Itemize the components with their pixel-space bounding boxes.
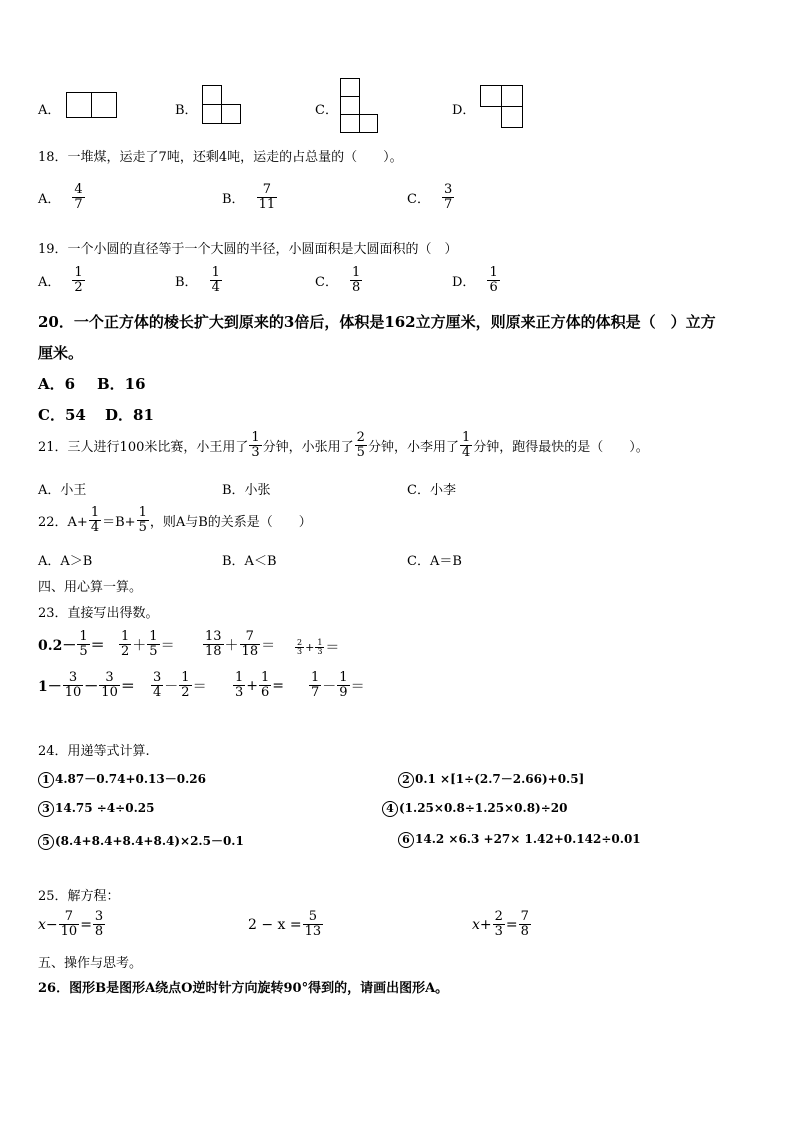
q23-title: 23．直接写出得数。 xyxy=(38,606,159,621)
q17-option-c-label: C． xyxy=(315,103,338,118)
section-4-heading: 四、用心算一算。 xyxy=(38,580,143,595)
q22-text: 22．A+ $\frac{1}{4}$ ＝B+ $\frac{1}{5}$ ，则A与B的关系是（ ） xyxy=(38,505,312,535)
q19-option-d: D． $\frac{1}{6}$ xyxy=(452,265,498,295)
q18-option-c: C． $\frac{3}{7}$ xyxy=(407,182,453,212)
q24-item-1: 1 4.87－0.74+0.13－0.26 xyxy=(38,770,206,788)
q20-option-d: D．81 xyxy=(105,406,154,424)
q19-option-a: A． $\frac{1}{2}$ xyxy=(38,265,83,295)
q25-equation-3: x+ $\frac{2}{3}$ = $\frac{7}{8}$ xyxy=(472,909,529,939)
q18-option-b: B． $\frac{7}{11}$ xyxy=(222,182,276,212)
q22-option-b: B．A＜B xyxy=(222,554,277,569)
q21-option-a: A．小王 xyxy=(38,483,87,498)
q20-text-line2: 厘米。 xyxy=(38,344,84,362)
q19-text: 19．一个小圆的直径等于一个大圆的半径，小圆面积是大圆面积的（ ） xyxy=(38,242,458,257)
q22-option-a: A．A＞B xyxy=(38,554,93,569)
q18-text: 18．一堆煤，运走了7吨，还剩4吨，运走的占总量的（ ）。 xyxy=(38,150,403,165)
q20-option-c: C．54 xyxy=(38,406,86,424)
q17-option-b-label: B． xyxy=(175,103,198,118)
q25-equation-1: x− $\frac{7}{10}$ = $\frac{3}{8}$ xyxy=(38,909,104,939)
q24-title: 24．用递等式计算. xyxy=(38,744,150,759)
q23-item-5: 1－ $\frac{3}{10}$ － $\frac{3}{10}$ ＝ xyxy=(38,670,135,700)
q19-option-b: B． $\frac{1}{4}$ xyxy=(175,265,220,295)
q23-item-3: $\frac{13}{18}$ ＋ $\frac{7}{18}$ ＝ xyxy=(205,629,276,659)
q17-option-a-label: A． xyxy=(38,103,61,118)
q20-text-line1: 20．一个正方体的棱长扩大到原来的3倍后，体积是162立方厘米，则原来正方体的体积是（ ）立方 xyxy=(38,313,716,331)
q22-option-c: C．A＝B xyxy=(407,554,462,569)
q21-option-b: B．小张 xyxy=(222,483,271,498)
q23-item-7: $\frac{1}{3}$ + $\frac{1}{6}$ = xyxy=(235,670,285,700)
q23-item-4: $\frac{2}{3}$ + $\frac{1}{3}$ ＝ xyxy=(297,637,340,656)
q21-option-c: C．小李 xyxy=(407,483,456,498)
q17-option-d-label: D． xyxy=(452,103,476,118)
q24-item-3: 3 14.75 ÷4÷0.25 xyxy=(38,801,154,817)
q23-item-2: $\frac{1}{2}$ ＋ $\frac{1}{5}$ ＝ xyxy=(121,629,175,659)
q20-option-a: A．6 xyxy=(38,375,76,393)
q23-item-8: $\frac{1}{7}$ － $\frac{1}{9}$ ＝ xyxy=(311,670,365,700)
q24-item-4: 4 (1.25×0.8÷1.25×0.8)÷20 xyxy=(382,801,567,817)
q24-item-6: 6 14.2 ×6.3 +27× 1.42+0.142÷0.01 xyxy=(398,832,641,848)
q23-item-1: 0.2－ $\frac{1}{5}$ ＝ xyxy=(38,629,105,659)
q21-text: 21．三人进行100米比赛，小王用了 $\frac{1}{3}$ 分钟，小张用了 $\frac{2}{5}$ 分钟，小李用了 $\frac{1}{4}$ 分钟，跑得最快的是（ ）。 xyxy=(38,430,649,460)
section-5-heading: 五、操作与思考。 xyxy=(38,956,143,971)
q25-title: 25．解方程： xyxy=(38,889,120,904)
q24-item-5: 5 (8.4+8.4+8.4+8.4)×2.5－0.1 xyxy=(38,832,244,850)
q19-option-c: C． $\frac{1}{8}$ xyxy=(315,265,361,295)
q18-option-a: A． $\frac{4}{7}$ xyxy=(38,182,83,212)
q20-option-b: B．16 xyxy=(97,375,146,393)
q26-text: 26．图形B是图形A绕点O逆时针方向旋转90°得到的，请画出图形A。 xyxy=(38,981,449,996)
q23-item-6: $\frac{3}{4}$ － $\frac{1}{2}$ ＝ xyxy=(153,670,207,700)
q25-equation-2: 2 − x = $\frac{5}{13}$ xyxy=(248,909,322,939)
q24-item-2: 2 0.1 ×[1÷(2.7－2.66)+0.5] xyxy=(398,770,584,788)
